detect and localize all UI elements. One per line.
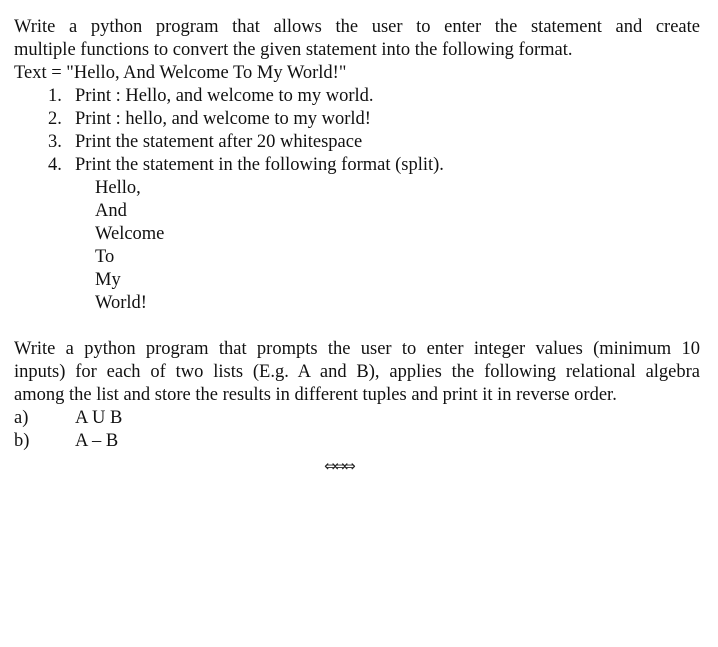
task-item	[14, 85, 700, 108]
task-item	[14, 108, 700, 131]
task-list	[14, 85, 700, 177]
document-body	[14, 16, 700, 453]
option-item	[14, 430, 700, 453]
question-2	[14, 338, 700, 453]
question-2-line: inputs) for each of two lists (E.g. A and B), applies the following relational algebra	[14, 362, 700, 382]
question-2-line: Write a python program that prompts the user to enter integer values (minimum 10	[14, 339, 700, 359]
question-1-intro-line: Write a python program that allows the user to enter the statement and create	[14, 17, 700, 37]
split-word: World!	[95, 293, 147, 313]
option-text: A U B	[75, 408, 123, 428]
option-label: a)	[14, 408, 29, 428]
question-1-intro-line: multiple functions to convert the given statement into the following format.	[14, 40, 573, 60]
split-word: And	[95, 201, 127, 221]
split-word-list	[14, 177, 700, 315]
split-word: Hello,	[95, 178, 141, 198]
option-text: A – B	[75, 431, 119, 451]
task-text: Print : Hello, and welcome to my world.	[75, 86, 374, 106]
task-number: 4.	[48, 155, 62, 175]
double-arrow-ornament-icon: ⇔⇔⇔	[324, 457, 353, 475]
text-statement: Text = "Hello, And Welcome To My World!"	[14, 63, 347, 83]
task-item	[14, 131, 700, 154]
question-1	[14, 16, 700, 315]
split-word: To	[95, 247, 115, 267]
task-item	[14, 154, 700, 177]
question-2-line: among the list and store the results in different tuples and print it in reverse order.	[14, 385, 617, 405]
split-word: My	[95, 270, 121, 290]
paragraph-gap	[14, 315, 700, 338]
option-item	[14, 407, 700, 430]
task-number: 2.	[48, 109, 62, 129]
split-word: Welcome	[95, 224, 165, 244]
task-number: 3.	[48, 132, 62, 152]
task-text: Print the statement after 20 whitespace	[75, 132, 363, 152]
task-text: Print the statement in the following format (split).	[75, 155, 444, 175]
task-number: 1.	[48, 86, 62, 106]
option-label: b)	[14, 431, 30, 451]
task-text: Print : hello, and welcome to my world!	[75, 109, 371, 129]
